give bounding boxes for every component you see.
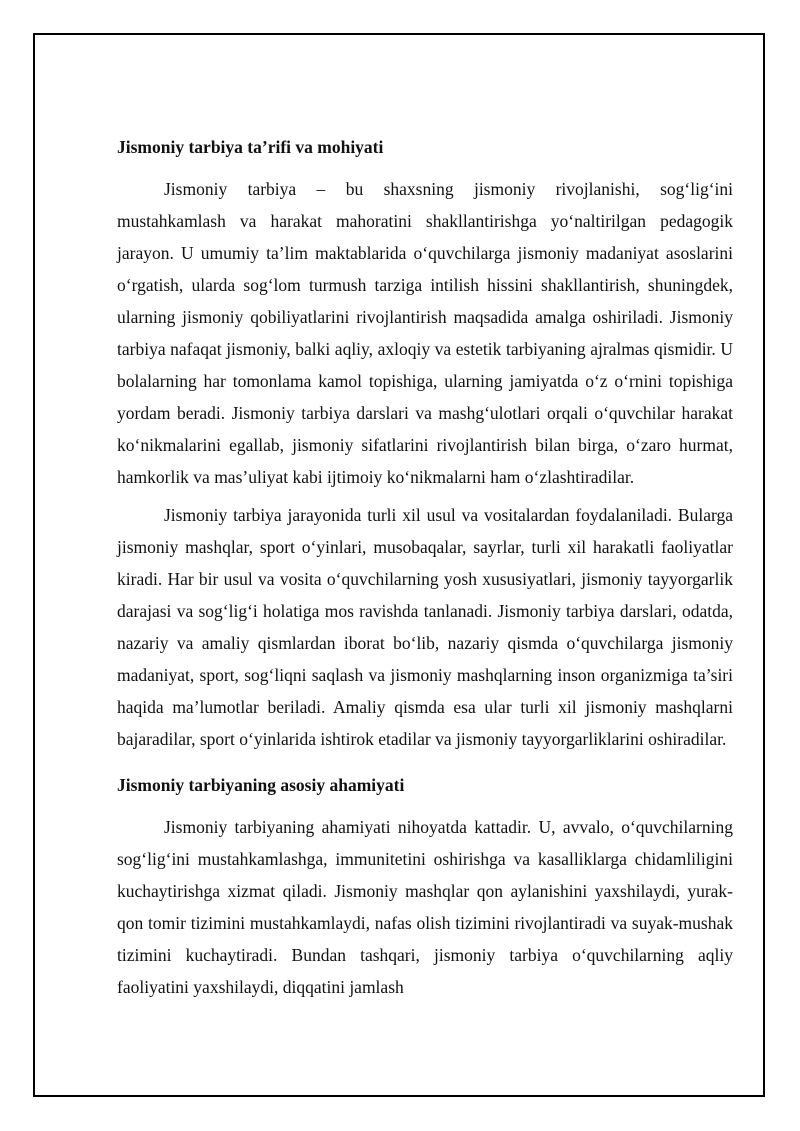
- paragraph-methods: Jismoniy tarbiya jarayonida turli xil usul va vositalardan foydalaniladi. Bularga jismoniy mashqlar, sport o‘yinlari, musobaqalar, sayrlar, turli xil harakatli faoliyatlar kiradi. Har bir usul va vosita o‘quvchilarning yosh xususiyatlari, jismoniy tayyorgarlik darajasi va sog‘lig‘i holatiga mos ravishda tanlanadi. Jismoniy tarbiya darslari, odatda, nazariy va amaliy qismlardan iborat bo‘lib, nazariy qismda o‘quvchilarga jismoniy madaniyat, sport, sog‘liqni saqlash va jismoniy mashqlarning inson organizmiga ta’siri haqida ma’lumotlar beriladi. Amaliy qismda esa ular turli xil jismoniy mashqlarni bajaradilar, sport o‘yinlarida ishtirok etadilar va jismoniy tayyorgarliklarini oshiradilar.: [117, 505, 733, 749]
- section-heading-definition: Jismoniy tarbiya ta’rifi va mohiyati: [117, 137, 384, 157]
- paragraph-importance: Jismoniy tarbiyaning ahamiyati nihoyatda kattadir. U, avvalo, o‘quvchilarning sog‘lig‘ini mustahkamlashga, immunitetini oshirishga va kasalliklarga chidamliligini kuchaytirishga xizmat qiladi. Jismoniy mashqlar qon aylanishini yaxshilaydi, yurak-qon tomir tizimini mustahkamlaydi, nafas olish tizimini rivojlantiradi va suyak-mushak tizimini kuchaytiradi. Bundan tashqari, jismoniy tarbiya o‘quvchilarning aqliy faoliyatini yaxshilaydi, diqqatini jamlash: [117, 817, 733, 997]
- paragraph-definition: Jismoniy tarbiya – bu shaxsning jismoniy rivojlanishi, sog‘lig‘ini mustahkamlash va harakat mahoratini shakllantirishga yo‘naltirilgan pedagogik jarayon. U umumiy ta’lim maktablarida o‘quvchilarga jismoniy madaniyat asoslarini o‘rgatish, ularda sog‘lom turmush tarziga intilish hissini shakllantirish, shuningdek, ularning jismoniy qobiliyatlarini rivojlantirish maqsadida amalga oshiriladi. Jismoniy tarbiya nafaqat jismoniy, balki aqliy, axloqiy va estetik tarbiyaning ajralmas qismidir. U bolalarning har tomonlama kamol topishiga, ularning jamiyatda o‘z o‘rnini topishiga yordam beradi. Jismoniy tarbiya darslari va mashg‘ulotlari orqali o‘quvchilar harakat ko‘nikmalarini egallab, jismoniy sifatlarini rivojlantirish bilan birga, o‘zaro hurmat, hamkorlik va mas’uliyat kabi ijtimoiy ko‘nikmalarni ham o‘zlashtiradilar.: [117, 179, 733, 487]
- document-body: [117, 131, 733, 1009]
- page-frame: [33, 33, 765, 1097]
- section-heading-importance: Jismoniy tarbiyaning asosiy ahamiyati: [117, 775, 405, 795]
